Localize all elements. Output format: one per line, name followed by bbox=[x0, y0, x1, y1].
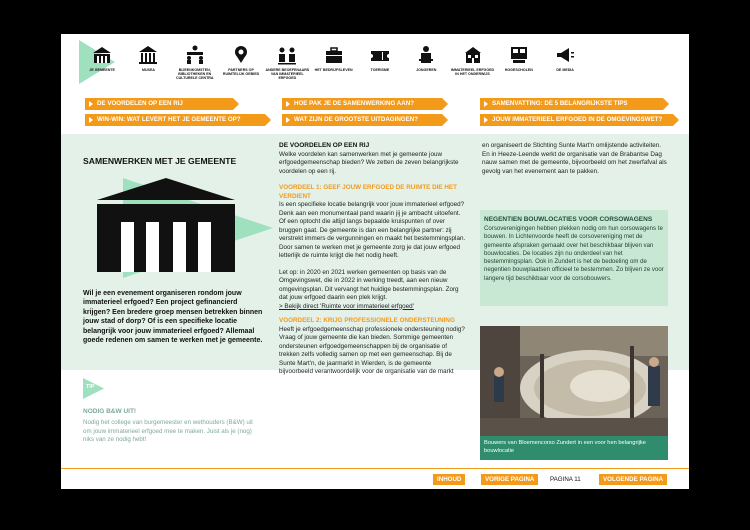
tab-samenvatting[interactable]: SAMENVATTING: DE 5 BELANGRIJKSTE TIPS bbox=[480, 98, 663, 110]
nav-label: JONGEREN bbox=[416, 68, 437, 72]
briefcase-icon bbox=[323, 44, 345, 66]
nav-label: ANDERE BEOEFENAARS VAN IMMATERIEEL ERFGOED bbox=[265, 68, 310, 80]
megaphone-icon bbox=[554, 44, 576, 66]
museum-icon bbox=[137, 44, 159, 66]
nav-item-beoefenaars[interactable] bbox=[264, 38, 310, 86]
nav-label: JE GEMEENTE bbox=[89, 68, 115, 72]
tip-badge bbox=[83, 378, 104, 399]
town-hall-illustration bbox=[83, 178, 273, 278]
right-column-text: en organiseert de Stichting Sunte Mart'n omlijstende activiteiten. En in Heeze-Leende werkt de organisatie van de Brabantse Dag nauw samen met de gemeente, bijvoorbeeld om het zwerfafval als gevolg van het evenement aan te pakken. bbox=[482, 142, 667, 175]
tip-title: NODIG B&W UIT! bbox=[83, 408, 137, 415]
nav-item-ruimtelijk[interactable] bbox=[218, 38, 264, 86]
next-page-button[interactable]: VOLGENDE PAGINA bbox=[599, 474, 667, 485]
info-box-text: Corsoverenigingen hebben plekken nodig om hun corsowagens te bouwen. In Lichtenvoorde heeft de corsovereniging met de gemeente afspraken gemaakt over het beschikbaar blijven van bouwlocaties. De locaties zijn nu onderdeel van het bestemmingsplan. Ook in Zundert is het de bedoeling om de negentien bouwplaatsen officieel te bestemmen. Zo blijven ze voor langere tijd beschikbaar voor de corsobouwers. bbox=[484, 225, 664, 282]
nav-item-hogescholen[interactable] bbox=[496, 38, 542, 86]
nav-label: IMMATERIEEL ERFGOED IN HET ONDERWIJS bbox=[450, 68, 495, 76]
tip-badge-label: TIP bbox=[86, 384, 95, 390]
feature-panel bbox=[83, 146, 273, 362]
board-icon bbox=[508, 44, 530, 66]
town-hall-icon bbox=[91, 44, 113, 66]
nav-item-toerisme[interactable] bbox=[357, 38, 403, 86]
feature-intro: Wil je een evenement organiseren rondom jouw immaterieel erfgoed? Een project gefinancierd krijgen? Een bredere groep mensen betrekken binnen jouw stad of dorp? Of is een specifieke locatie belangrijk voor jouw immaterieel erfgoed? Allemaal goede redenen om samen te werken met je gemeente. bbox=[83, 290, 263, 345]
voordeel-1-note: Let op: in 2020 en 2021 werken gemeenten op basis van de Omgevingswet, die in 2022 in werking treedt, aan een nieuw omgevingsplan. Dit vervangt het huidige bestemmingsplan. Zorg dat jouw erfgoed daarin een plek krijgt. bbox=[279, 268, 459, 301]
omgevingsplan-link[interactable]: > Bekijk direct 'Ruimte voor immaterieel erfgoed' bbox=[279, 302, 414, 310]
nav-label: TOERISME bbox=[370, 68, 390, 72]
info-box-title: NEGENTIEN BOUWLOCATIES VOOR CORSOWAGENS bbox=[484, 216, 653, 223]
youth-icon bbox=[415, 44, 437, 66]
info-box bbox=[480, 210, 668, 306]
nav-item-jongeren[interactable] bbox=[403, 38, 449, 86]
photo-caption: Bouwers van Bloemencorso Zundert in een voor hen belangrijke bouwlocatie bbox=[480, 436, 668, 460]
nav-label: BIJEENKOMSTEN, BIBLIOTHEKEN EN CULTURELE CENTRA bbox=[176, 68, 214, 80]
tab-win-win[interactable]: WIN-WIN: WAT LEVERT HET JE GEMEENTE OP? bbox=[85, 114, 265, 126]
nav-item-onderwijs[interactable] bbox=[449, 38, 495, 86]
nav-label: HET BEDRIJFSLEVEN bbox=[314, 68, 353, 72]
nav-label: HOGESCHOLEN bbox=[504, 68, 533, 72]
voordeel-1-text: Is een specifieke locatie belangrijk voor jouw immaterieel erfgoed? Denk aan een monumentaal pand waarin jij je ambacht uitoefent. Of een optocht die altijd langs bepaalde kruispunten of over bruggen gaat. De gemeente is dan een belangrijke partner: zij verstrekt immers de vergunningen en maakt het bestemmingsplan. Door samen te werken met je gemeente zorg je dat jouw erfgoed letterlijk de ruimte krijgt die het nodig heeft. bbox=[279, 201, 466, 259]
people-icon bbox=[276, 44, 298, 66]
nav-label: DE MEDIA bbox=[556, 68, 574, 72]
voordeel-1-title: VOORDEEL 1: GEEF JOUW ERFGOED DE RUIMTE DIE HET VERDIENT bbox=[279, 184, 457, 200]
ticket-icon bbox=[369, 44, 391, 66]
nav-label: MUSEA bbox=[141, 68, 155, 72]
nav-label: PARTNERS OP RUIMTELIJK GEBIED bbox=[222, 68, 260, 76]
nav-item-je-gemeente[interactable] bbox=[79, 38, 125, 86]
tab-samenwerking[interactable]: HOE PAK JE DE SAMENWERKING AAN? bbox=[282, 98, 442, 110]
voordeel-2-text: Heeft je erfgoedgemeenschap professionele ondersteuning nodig? Vraag of jouw gemeente die kan bieden. Sommige gemeenten ondersteunen erfgoedgemeenschappen bij de organisatie of trekken zelfs volledig samen op met een gemeenschap. Bij de Sunte Mart'n, de jaarmarkt in Wierden, is de gemeente bijvoorbeeld verantwoordelijk voor de organisatie van de markt bbox=[279, 325, 465, 375]
nav-item-bedrijfsleven[interactable] bbox=[310, 38, 356, 86]
school-icon bbox=[462, 44, 484, 66]
voordeel-2-title: VOORDEEL 2: KRIJG PROFESSIONELE ONDERSTEUNING bbox=[279, 317, 455, 324]
map-pin-icon bbox=[230, 44, 252, 66]
tab-voordelen[interactable]: DE VOORDELEN OP EEN RIJ bbox=[85, 98, 233, 110]
tab-uitdagingen[interactable]: WAT ZIJN DE GROOTSTE UITDAGINGEN? bbox=[282, 114, 442, 126]
corso-photo bbox=[480, 326, 668, 436]
nav-item-bijeenkomsten[interactable] bbox=[172, 38, 218, 86]
section-heading: DE VOORDELEN OP EEN RIJ bbox=[279, 142, 370, 149]
feature-title: SAMENWERKEN MET JE GEMEENTE bbox=[83, 156, 237, 166]
nav-item-media[interactable] bbox=[542, 38, 588, 86]
meeting-icon bbox=[184, 44, 206, 66]
footer bbox=[61, 468, 689, 489]
inhoud-button[interactable]: INHOUD bbox=[433, 474, 465, 485]
middle-column bbox=[279, 142, 467, 377]
tip-text: Nodig het college van burgemeester en wethouders (B&W) uit om jouw immaterieel erfgoed mee te maken. Juist als je (nog) niks van ze nodig hebt! bbox=[83, 419, 253, 444]
page bbox=[61, 34, 689, 489]
tip-panel bbox=[83, 378, 261, 445]
tab-omgevingswet[interactable]: JOUW IMMATERIEEL ERFGOED IN DE OMGEVINGSWET? bbox=[480, 114, 673, 126]
nav-item-musea[interactable] bbox=[125, 38, 171, 86]
previous-page-button[interactable]: VORIGE PAGINA bbox=[481, 474, 538, 485]
section-intro: Welke voordelen kan samenwerken met je gemeente jouw erfgoedgemeenschap bieden? We zetten de zeven belangrijkste voordelen op een rij. bbox=[279, 150, 459, 175]
page-number: PAGINA 11 bbox=[550, 476, 581, 483]
top-nav bbox=[79, 38, 677, 86]
